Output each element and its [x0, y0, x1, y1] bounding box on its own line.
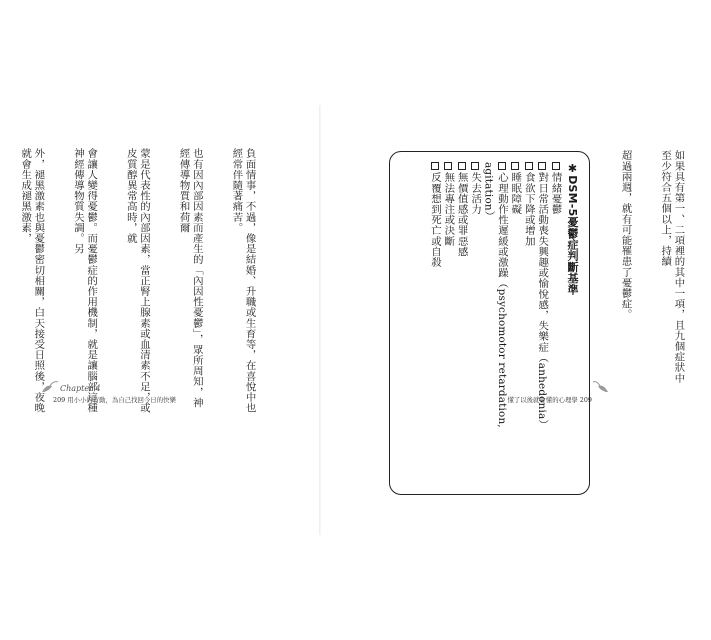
checkbox-icon	[525, 162, 533, 170]
criterion-item: 反覆想到死亡或自殺	[428, 162, 441, 484]
criteria-title: ✱DSM-5憂鬱症判斷基準	[566, 162, 579, 295]
criterion-item: 心理動作性遲緩或激躁（psychomotor retardation, agitation）	[482, 162, 508, 428]
criterion-item: 無價值感或罪惡感	[454, 162, 467, 484]
body-line: 蒙是代表性的內部因素，當正腎上腺素或血清素不足，或皮質醇異常高時，就	[124, 148, 150, 413]
checkbox-icon	[498, 162, 506, 170]
checkbox-icon	[538, 162, 546, 170]
body-line: 超過兩週，就有可能罹患了憂鬱症。	[619, 150, 632, 320]
body-line: 如果具有第一、二項裡的其中一項，且九個症狀中至少符合五個以上，持續	[659, 150, 685, 384]
checkbox-icon	[471, 162, 479, 170]
criterion-item: 睡眠障礙	[508, 162, 521, 484]
criterion-item: 情緒憂鬱	[548, 162, 561, 484]
page-gutter	[319, 105, 321, 535]
criteria-box	[389, 151, 590, 495]
checkbox-icon	[511, 162, 519, 170]
criterion-item: 食欲下降或增加	[521, 162, 534, 484]
plant-icon	[40, 378, 60, 394]
checkbox-icon	[552, 162, 560, 170]
plant-icon	[592, 378, 610, 394]
criterion-item: 對日常活動喪失興趣或愉悅感，失樂症（anhedonia）	[535, 162, 548, 484]
body-line: 也有因內部因素而產生的「內因性憂鬱」，眾所周知，神經傳導物質和荷爾	[177, 148, 203, 408]
criterion-item: 失去活力	[468, 162, 481, 484]
right-page-footer: 懂了以後就會懂的心理學 209	[507, 396, 592, 404]
star-icon: ✱	[566, 162, 579, 176]
criteria-list	[428, 162, 579, 484]
body-line: 會讓人變得憂鬱。而憂鬱症的作用機制，就是讓腦部這種神經傳導物質失調。另	[71, 148, 98, 413]
checkbox-icon	[458, 162, 466, 170]
body-line: 外，褪黑激素也與憂鬱密切相關，白天接受日照後，夜晚就會生成褪黑激素，	[19, 148, 45, 413]
checkbox-icon	[431, 162, 439, 170]
right-page-intro	[592, 150, 711, 390]
chapter-label: Chapter 4	[60, 384, 101, 393]
criterion-item: 無法專注或決斷	[441, 162, 454, 484]
left-page-footer: 209 用小小的行動，為自己找回今日的快樂	[53, 396, 176, 404]
body-line: 負面情事，不過，像是結婚、升職或生育等，在喜悅中也經常伴隨著痛苦。	[230, 148, 256, 413]
checkbox-icon	[444, 162, 452, 170]
